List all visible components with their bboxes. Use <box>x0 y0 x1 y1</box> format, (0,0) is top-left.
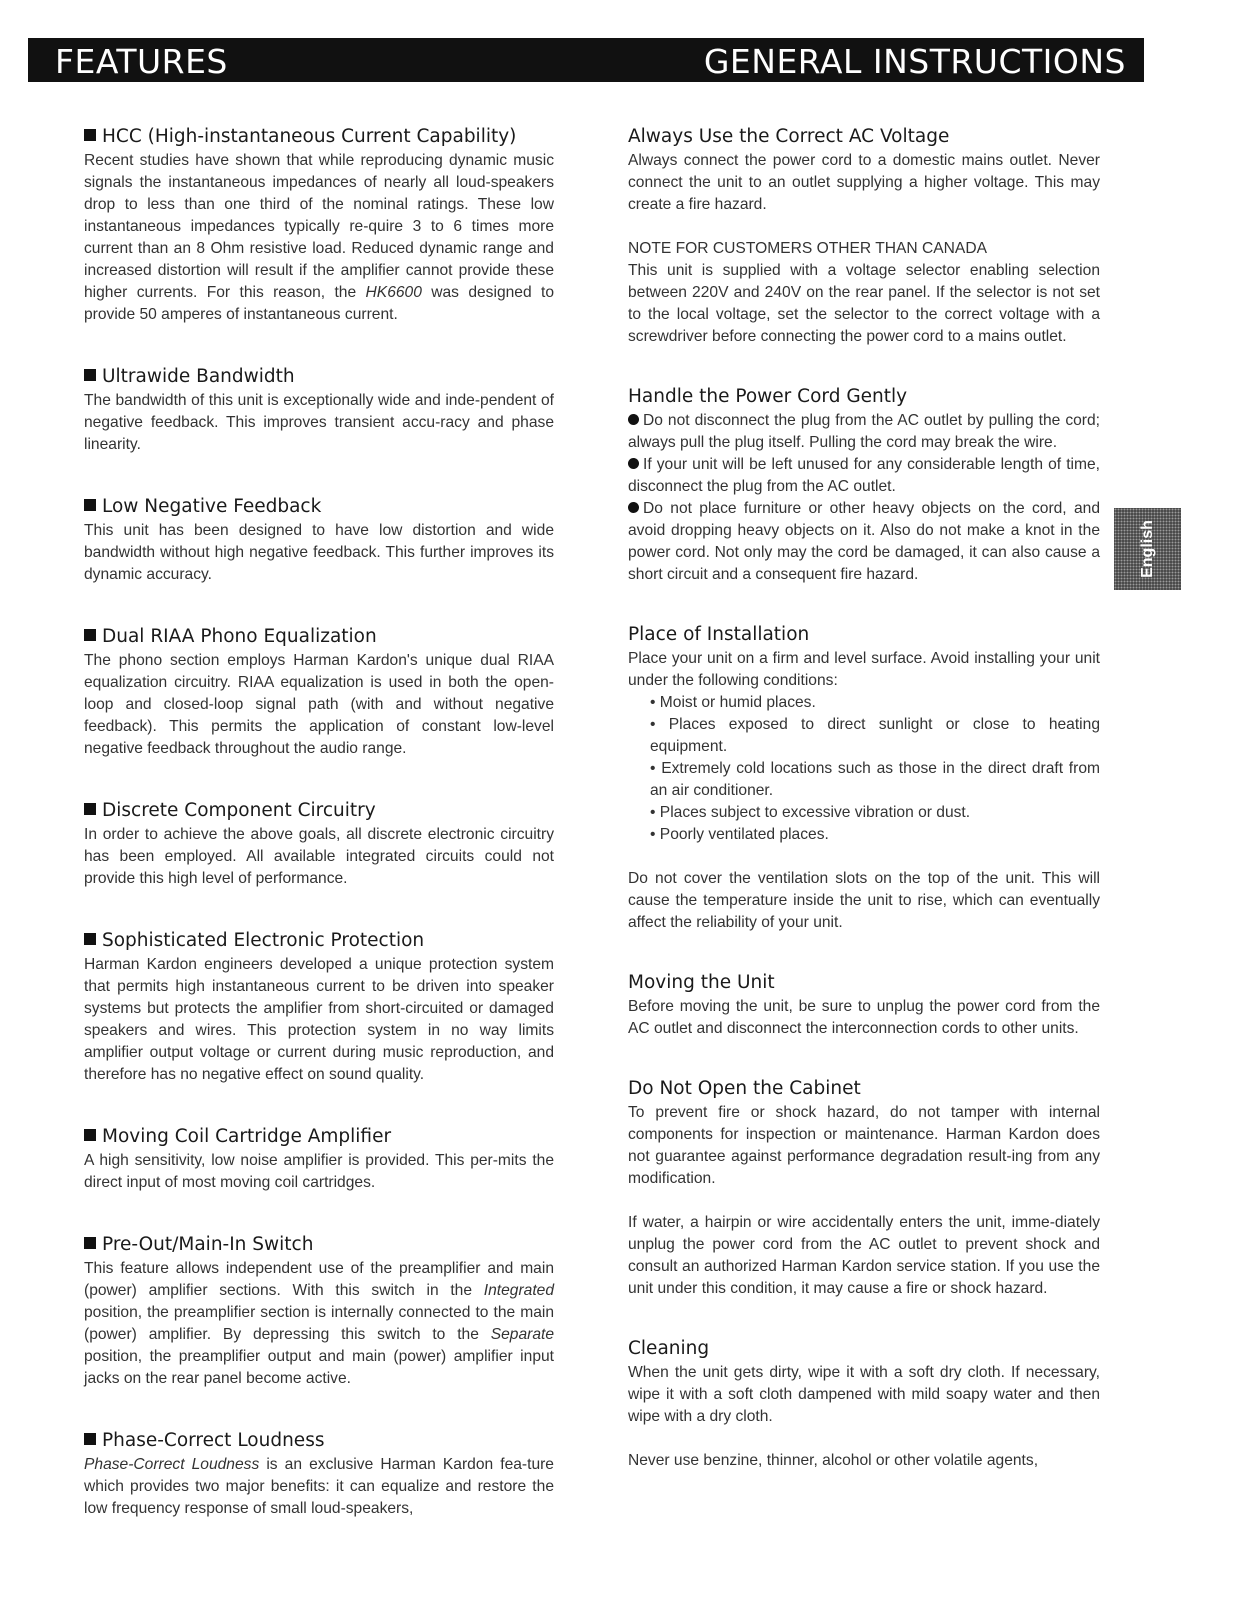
instruction-text: Place your unit on a firm and level surface. Avoid installing your unit under the following conditions: <box>628 650 1100 689</box>
feature-text: In order to achieve the above goals, all discrete electronic circuitry has been employed. All available integrated circuits could not provide this high level of performance. <box>84 826 554 887</box>
feature-heading: Pre-Out/Main-In Switch <box>84 1232 554 1258</box>
instruction-moving <box>628 970 1100 1040</box>
list-item: • Moist or humid places. <box>650 692 1100 714</box>
square-bullet-icon <box>84 1129 96 1141</box>
feature-bandwidth <box>84 364 554 456</box>
round-bullet-icon <box>628 502 639 513</box>
features-column <box>84 124 554 1558</box>
instruction-text: To prevent fire or shock hazard, do not tamper with internal components for inspection or maintenance. Harman Kardon does not guarantee against performance degradation result-ing from any modification. <box>628 1104 1100 1187</box>
instruction-text: Before moving the unit, be sure to unplug the power cord from the AC outlet and disconnect the interconnection cords to other units. <box>628 998 1100 1037</box>
feature-feedback <box>84 494 554 586</box>
instruction-text: Do not cover the ventilation slots on the top of the unit. This will cause the temperature inside the unit to rise, which can eventually affect the reliability of your unit. <box>628 870 1100 931</box>
feature-text: The bandwidth of this unit is exceptionally wide and inde-pendent of negative feedback. This improves transient accu-racy and phase linearity. <box>84 392 554 453</box>
instruction-heading: Always Use the Correct AC Voltage <box>628 126 950 147</box>
round-bullet-icon <box>628 458 639 469</box>
list-item: • Extremely cold locations such as those in the direct draft from an air conditioner. <box>650 758 1100 802</box>
language-tab <box>1114 508 1181 590</box>
feature-text: This unit has been designed to have low distortion and wide bandwidth without high negative feedback. This further improves its dynamic accuracy. <box>84 522 554 583</box>
installation-list <box>628 692 1100 846</box>
square-bullet-icon <box>84 1433 96 1445</box>
instructions-column <box>628 124 1100 1508</box>
feature-heading: Phase-Correct Loudness <box>84 1428 554 1454</box>
instruction-heading: Handle the Power Cord Gently <box>628 386 908 407</box>
feature-mc-amplifier <box>84 1124 554 1194</box>
feature-discrete <box>84 798 554 890</box>
features-title: FEATURES <box>55 42 228 81</box>
feature-heading: HCC (High-instantaneous Current Capability) <box>84 124 554 150</box>
cord-bullet: If your unit will be left unused for any considerable length of time, disconnect the plug from the AC outlet. <box>628 456 1100 495</box>
note-title: NOTE FOR CUSTOMERS OTHER THAN CANADA <box>628 240 987 257</box>
square-bullet-icon <box>84 499 96 511</box>
square-bullet-icon <box>84 933 96 945</box>
general-instructions-title: GENERAL INSTRUCTIONS <box>703 42 1126 81</box>
round-bullet-icon <box>628 414 639 425</box>
feature-hcc <box>84 124 554 326</box>
instruction-text: Always connect the power cord to a domestic mains outlet. Never connect the unit to an outlet supplying a higher voltage. This may create a fire hazard. <box>628 152 1100 213</box>
instruction-power-cord <box>628 384 1100 586</box>
feature-loudness <box>84 1428 554 1520</box>
feature-preout-switch <box>84 1232 554 1390</box>
square-bullet-icon <box>84 629 96 641</box>
feature-text: Phase-Correct Loudness is an exclusive Harman Kardon fea-ture which provides two major benefits: it can equalize and restore the low frequency response of small loud-speakers, <box>84 1456 554 1517</box>
instruction-text: When the unit gets dirty, wipe it with a soft dry cloth. If necessary, wipe it with a soft cloth dampened with mild soapy water and then wipe with a dry cloth. <box>628 1364 1100 1425</box>
cord-bullet: Do not place furniture or other heavy objects on the cord, and avoid dropping heavy objects on it. Also do not make a knot in the power cord. Not only may the cord be damaged, it can also cause a short circuit and a consequent fire hazard. <box>628 500 1100 583</box>
square-bullet-icon <box>84 1237 96 1249</box>
square-bullet-icon <box>84 803 96 815</box>
instruction-heading: Place of Installation <box>628 624 810 645</box>
feature-heading: Moving Coil Cartridge Amplifier <box>84 1124 554 1150</box>
feature-heading: Discrete Component Circuitry <box>84 798 554 824</box>
instruction-voltage <box>628 124 1100 348</box>
instruction-heading: Do Not Open the Cabinet <box>628 1078 861 1099</box>
feature-heading: Sophisticated Electronic Protection <box>84 928 554 954</box>
feature-text: Harman Kardon engineers developed a unique protection system that permits high instantaneous current to be driven into speaker systems but protects the amplifier from short-circuited or damaged speakers and wires. This protection system in no way limits amplifier output voltage or current during music reproduction, and therefore has no negative effect on sound quality. <box>84 956 554 1083</box>
feature-protection <box>84 928 554 1086</box>
feature-riaa <box>84 624 554 760</box>
instruction-text: Never use benzine, thinner, alcohol or other volatile agents, <box>628 1452 1039 1469</box>
list-item: • Places exposed to direct sunlight or close to heating equipment. <box>650 714 1100 758</box>
list-item: • Poorly ventilated places. <box>650 824 1100 846</box>
instruction-heading: Cleaning <box>628 1338 710 1359</box>
feature-text: A high sensitivity, low noise amplifier is provided. This per-mits the direct input of most moving coil cartridges. <box>84 1152 554 1191</box>
square-bullet-icon <box>84 129 96 141</box>
feature-text: Recent studies have shown that while reproducing dynamic music signals the instantaneous impedances of nearly all loud-speakers drop to less than one third of the nominal ratings. These low instantaneous impedances typically re-quire 3 to 6 times more current than an 8 Ohm resistive load. Reduced dynamic range and increased distortion will result if the amplifier cannot provide these higher currents. For this reason, the HK6600 was designed to provide 50 amperes of instantaneous current. <box>84 152 555 323</box>
feature-text: The phono section employs Harman Kardon's unique dual RIAA equalization circuitry. RIAA equalization is used in both the open-loop and closed-loop signal path (with and without negative feedback). This permits the application of constant low-level negative feedback throughout the audio range. <box>84 652 554 757</box>
feature-heading: Ultrawide Bandwidth <box>84 364 554 390</box>
square-bullet-icon <box>84 369 96 381</box>
cord-bullet: Do not disconnect the plug from the AC outlet by pulling the cord; always pull the plug itself. Pulling the cord may break the wire. <box>628 412 1100 451</box>
instruction-heading: Moving the Unit <box>628 972 775 993</box>
feature-heading: Dual RIAA Phono Equalization <box>84 624 554 650</box>
instruction-cleaning <box>628 1336 1100 1472</box>
list-item: • Places subject to excessive vibration or dust. <box>650 802 1100 824</box>
note-text: This unit is supplied with a voltage selector enabling selection between 220V and 240V on the rear panel. If the selector is not set to the local voltage, set the selector to the correct voltage with a screwdriver before connecting the power cord to a mains outlet. <box>628 262 1100 345</box>
instruction-text: If water, a hairpin or wire accidentally enters the unit, imme-diately unplug the power cord from the AC outlet to prevent shock and consult an authorized Harman Kardon service station. If you use the unit under this condition, it may cause a fire or shock hazard. <box>628 1214 1100 1297</box>
instruction-installation <box>628 622 1100 934</box>
instruction-cabinet <box>628 1076 1100 1300</box>
language-label: English <box>1138 520 1156 578</box>
feature-text: This feature allows independent use of the preamplifier and main (power) amplifier sections. With this switch in the Integrated position, the preamplifier section is internally connected to the main (power) amplifier. By depressing this switch to the Separate position, the preamplifier output and main (power) amplifier input jacks on the rear panel become active. <box>84 1260 554 1387</box>
feature-heading: Low Negative Feedback <box>84 494 554 520</box>
